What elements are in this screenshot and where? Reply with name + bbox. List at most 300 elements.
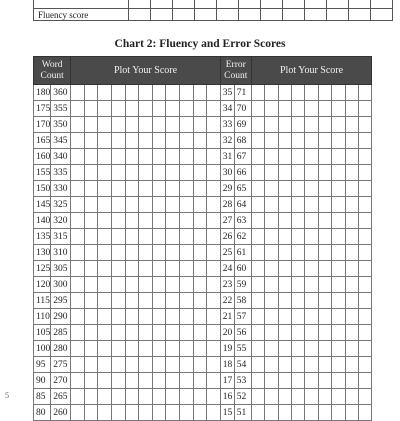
plot-cell[interactable] — [345, 373, 358, 389]
plot-cell[interactable] — [84, 181, 98, 197]
plot-cell[interactable] — [278, 85, 291, 101]
plot-cell[interactable] — [152, 373, 166, 389]
plot-cell[interactable] — [265, 85, 278, 101]
plot-cell[interactable] — [98, 357, 112, 373]
plot-cell[interactable] — [345, 341, 358, 357]
plot-cell[interactable] — [207, 149, 221, 165]
plot-cell[interactable] — [345, 197, 358, 213]
plot-cell[interactable] — [305, 101, 318, 117]
plot-cell[interactable] — [112, 181, 126, 197]
plot-cell[interactable] — [251, 357, 264, 373]
plot-cell[interactable] — [265, 165, 278, 181]
plot-cell[interactable] — [305, 117, 318, 133]
plot-cell[interactable] — [98, 229, 112, 245]
plot-cell[interactable] — [207, 405, 221, 421]
plot-cell[interactable] — [112, 197, 126, 213]
plot-cell[interactable] — [139, 197, 153, 213]
plot-cell[interactable] — [71, 309, 85, 325]
plot-cell[interactable] — [139, 229, 153, 245]
plot-cell[interactable] — [98, 309, 112, 325]
plot-cell[interactable] — [278, 277, 291, 293]
plot-cell[interactable] — [180, 325, 194, 341]
plot-cell[interactable] — [251, 373, 264, 389]
plot-cell[interactable] — [166, 101, 180, 117]
plot-cell[interactable] — [358, 405, 371, 421]
plot-cell[interactable] — [125, 229, 139, 245]
plot-cell[interactable] — [152, 85, 166, 101]
plot-cell[interactable] — [318, 85, 331, 101]
plot-cell[interactable] — [71, 165, 85, 181]
plot-cell[interactable] — [125, 261, 139, 277]
plot-cell[interactable] — [291, 309, 304, 325]
plot-cell[interactable] — [305, 309, 318, 325]
plot-cell[interactable] — [180, 389, 194, 405]
plot-cell[interactable] — [84, 85, 98, 101]
plot-cell[interactable] — [358, 357, 371, 373]
plot-cell[interactable] — [358, 117, 371, 133]
plot-cell[interactable] — [318, 133, 331, 149]
plot-cell[interactable] — [332, 117, 345, 133]
plot-cell[interactable] — [125, 245, 139, 261]
plot-cell[interactable] — [278, 341, 291, 357]
plot-cell[interactable] — [112, 325, 126, 341]
plot-cell[interactable] — [278, 357, 291, 373]
plot-cell[interactable] — [291, 341, 304, 357]
plot-cell[interactable] — [251, 101, 264, 117]
plot-cell[interactable] — [265, 293, 278, 309]
plot-cell[interactable] — [251, 309, 264, 325]
score-cell[interactable] — [261, 0, 283, 9]
score-cell[interactable] — [327, 9, 349, 21]
plot-cell[interactable] — [332, 261, 345, 277]
plot-cell[interactable] — [166, 293, 180, 309]
plot-cell[interactable] — [251, 293, 264, 309]
plot-cell[interactable] — [84, 357, 98, 373]
plot-cell[interactable] — [125, 117, 139, 133]
score-cell[interactable] — [173, 0, 195, 9]
plot-cell[interactable] — [265, 213, 278, 229]
plot-cell[interactable] — [84, 389, 98, 405]
plot-cell[interactable] — [278, 101, 291, 117]
plot-cell[interactable] — [345, 293, 358, 309]
plot-cell[interactable] — [265, 149, 278, 165]
plot-cell[interactable] — [98, 117, 112, 133]
plot-cell[interactable] — [251, 117, 264, 133]
plot-cell[interactable] — [84, 245, 98, 261]
plot-cell[interactable] — [265, 405, 278, 421]
plot-cell[interactable] — [139, 149, 153, 165]
plot-cell[interactable] — [207, 261, 221, 277]
plot-cell[interactable] — [152, 309, 166, 325]
plot-cell[interactable] — [358, 341, 371, 357]
score-cell[interactable] — [129, 9, 151, 21]
plot-cell[interactable] — [71, 277, 85, 293]
plot-cell[interactable] — [291, 229, 304, 245]
plot-cell[interactable] — [193, 181, 207, 197]
plot-cell[interactable] — [193, 309, 207, 325]
plot-cell[interactable] — [71, 373, 85, 389]
plot-cell[interactable] — [166, 149, 180, 165]
plot-cell[interactable] — [251, 245, 264, 261]
plot-cell[interactable] — [71, 341, 85, 357]
plot-cell[interactable] — [251, 213, 264, 229]
plot-cell[interactable] — [98, 213, 112, 229]
plot-cell[interactable] — [180, 181, 194, 197]
plot-cell[interactable] — [139, 165, 153, 181]
plot-cell[interactable] — [112, 117, 126, 133]
plot-cell[interactable] — [207, 213, 221, 229]
plot-cell[interactable] — [125, 101, 139, 117]
plot-cell[interactable] — [345, 405, 358, 421]
plot-cell[interactable] — [166, 165, 180, 181]
plot-cell[interactable] — [125, 293, 139, 309]
plot-cell[interactable] — [152, 149, 166, 165]
plot-cell[interactable] — [98, 325, 112, 341]
score-cell[interactable] — [151, 0, 173, 9]
plot-cell[interactable] — [305, 357, 318, 373]
plot-cell[interactable] — [332, 229, 345, 245]
plot-cell[interactable] — [265, 325, 278, 341]
plot-cell[interactable] — [98, 341, 112, 357]
plot-cell[interactable] — [152, 277, 166, 293]
plot-cell[interactable] — [251, 165, 264, 181]
plot-cell[interactable] — [71, 405, 85, 421]
plot-cell[interactable] — [180, 85, 194, 101]
plot-cell[interactable] — [98, 101, 112, 117]
plot-cell[interactable] — [112, 309, 126, 325]
plot-cell[interactable] — [358, 261, 371, 277]
plot-cell[interactable] — [291, 277, 304, 293]
plot-cell[interactable] — [318, 117, 331, 133]
plot-cell[interactable] — [332, 309, 345, 325]
plot-cell[interactable] — [193, 293, 207, 309]
plot-cell[interactable] — [84, 373, 98, 389]
plot-cell[interactable] — [98, 181, 112, 197]
plot-cell[interactable] — [71, 357, 85, 373]
plot-cell[interactable] — [152, 341, 166, 357]
score-cell[interactable] — [283, 0, 305, 9]
plot-cell[interactable] — [345, 165, 358, 181]
plot-cell[interactable] — [291, 389, 304, 405]
plot-cell[interactable] — [251, 197, 264, 213]
plot-cell[interactable] — [278, 229, 291, 245]
plot-cell[interactable] — [166, 389, 180, 405]
plot-cell[interactable] — [112, 101, 126, 117]
plot-cell[interactable] — [251, 133, 264, 149]
plot-cell[interactable] — [345, 309, 358, 325]
score-cell[interactable] — [239, 9, 261, 21]
plot-cell[interactable] — [265, 229, 278, 245]
plot-cell[interactable] — [332, 357, 345, 373]
plot-cell[interactable] — [152, 357, 166, 373]
plot-cell[interactable] — [166, 357, 180, 373]
plot-cell[interactable] — [180, 277, 194, 293]
plot-cell[interactable] — [291, 101, 304, 117]
plot-cell[interactable] — [125, 357, 139, 373]
plot-cell[interactable] — [332, 85, 345, 101]
plot-cell[interactable] — [265, 117, 278, 133]
plot-cell[interactable] — [166, 277, 180, 293]
plot-cell[interactable] — [71, 149, 85, 165]
plot-cell[interactable] — [318, 213, 331, 229]
plot-cell[interactable] — [84, 405, 98, 421]
plot-cell[interactable] — [358, 229, 371, 245]
score-cell[interactable] — [327, 0, 349, 9]
plot-cell[interactable] — [71, 117, 85, 133]
plot-cell[interactable] — [207, 277, 221, 293]
plot-cell[interactable] — [291, 357, 304, 373]
plot-cell[interactable] — [291, 213, 304, 229]
plot-cell[interactable] — [305, 389, 318, 405]
plot-cell[interactable] — [345, 149, 358, 165]
plot-cell[interactable] — [71, 245, 85, 261]
plot-cell[interactable] — [207, 293, 221, 309]
plot-cell[interactable] — [345, 245, 358, 261]
plot-cell[interactable] — [152, 245, 166, 261]
score-cell[interactable] — [261, 9, 283, 21]
plot-cell[interactable] — [305, 165, 318, 181]
plot-cell[interactable] — [318, 341, 331, 357]
plot-cell[interactable] — [193, 357, 207, 373]
plot-cell[interactable] — [71, 197, 85, 213]
plot-cell[interactable] — [193, 405, 207, 421]
plot-cell[interactable] — [152, 117, 166, 133]
plot-cell[interactable] — [332, 405, 345, 421]
plot-cell[interactable] — [318, 245, 331, 261]
plot-cell[interactable] — [358, 245, 371, 261]
score-cell[interactable] — [371, 9, 393, 21]
plot-cell[interactable] — [71, 229, 85, 245]
plot-cell[interactable] — [305, 373, 318, 389]
plot-cell[interactable] — [84, 325, 98, 341]
plot-cell[interactable] — [358, 389, 371, 405]
plot-cell[interactable] — [358, 309, 371, 325]
plot-cell[interactable] — [112, 389, 126, 405]
plot-cell[interactable] — [207, 389, 221, 405]
plot-cell[interactable] — [278, 405, 291, 421]
plot-cell[interactable] — [166, 245, 180, 261]
plot-cell[interactable] — [193, 133, 207, 149]
plot-cell[interactable] — [291, 197, 304, 213]
plot-cell[interactable] — [180, 197, 194, 213]
plot-cell[interactable] — [332, 101, 345, 117]
plot-cell[interactable] — [98, 389, 112, 405]
plot-cell[interactable] — [98, 405, 112, 421]
plot-cell[interactable] — [305, 133, 318, 149]
plot-cell[interactable] — [112, 341, 126, 357]
plot-cell[interactable] — [358, 149, 371, 165]
plot-cell[interactable] — [125, 133, 139, 149]
plot-cell[interactable] — [265, 277, 278, 293]
plot-cell[interactable] — [305, 149, 318, 165]
plot-cell[interactable] — [71, 389, 85, 405]
plot-cell[interactable] — [318, 389, 331, 405]
plot-cell[interactable] — [112, 85, 126, 101]
plot-cell[interactable] — [265, 357, 278, 373]
score-cell[interactable] — [195, 9, 217, 21]
plot-cell[interactable] — [345, 117, 358, 133]
plot-cell[interactable] — [152, 261, 166, 277]
plot-cell[interactable] — [193, 85, 207, 101]
plot-cell[interactable] — [125, 165, 139, 181]
plot-cell[interactable] — [71, 101, 85, 117]
plot-cell[interactable] — [180, 357, 194, 373]
score-cell[interactable] — [129, 0, 151, 9]
plot-cell[interactable] — [207, 373, 221, 389]
plot-cell[interactable] — [207, 85, 221, 101]
plot-cell[interactable] — [180, 373, 194, 389]
plot-cell[interactable] — [180, 213, 194, 229]
plot-cell[interactable] — [291, 117, 304, 133]
plot-cell[interactable] — [139, 245, 153, 261]
plot-cell[interactable] — [112, 133, 126, 149]
plot-cell[interactable] — [180, 101, 194, 117]
plot-cell[interactable] — [125, 85, 139, 101]
plot-cell[interactable] — [291, 245, 304, 261]
plot-cell[interactable] — [125, 197, 139, 213]
plot-cell[interactable] — [84, 117, 98, 133]
score-cell[interactable] — [217, 9, 239, 21]
plot-cell[interactable] — [358, 165, 371, 181]
score-cell[interactable] — [217, 0, 239, 9]
plot-cell[interactable] — [112, 149, 126, 165]
plot-cell[interactable] — [139, 341, 153, 357]
plot-cell[interactable] — [139, 101, 153, 117]
plot-cell[interactable] — [332, 165, 345, 181]
plot-cell[interactable] — [112, 213, 126, 229]
plot-cell[interactable] — [193, 229, 207, 245]
plot-cell[interactable] — [305, 277, 318, 293]
plot-cell[interactable] — [305, 197, 318, 213]
plot-cell[interactable] — [207, 165, 221, 181]
plot-cell[interactable] — [332, 341, 345, 357]
plot-cell[interactable] — [180, 405, 194, 421]
plot-cell[interactable] — [332, 373, 345, 389]
plot-cell[interactable] — [318, 373, 331, 389]
plot-cell[interactable] — [152, 133, 166, 149]
plot-cell[interactable] — [207, 245, 221, 261]
plot-cell[interactable] — [180, 149, 194, 165]
plot-cell[interactable] — [193, 213, 207, 229]
plot-cell[interactable] — [318, 293, 331, 309]
plot-cell[interactable] — [98, 277, 112, 293]
plot-cell[interactable] — [345, 133, 358, 149]
plot-cell[interactable] — [112, 293, 126, 309]
plot-cell[interactable] — [318, 165, 331, 181]
plot-cell[interactable] — [207, 181, 221, 197]
plot-cell[interactable] — [332, 181, 345, 197]
plot-cell[interactable] — [207, 341, 221, 357]
plot-cell[interactable] — [112, 357, 126, 373]
plot-cell[interactable] — [358, 277, 371, 293]
plot-cell[interactable] — [278, 373, 291, 389]
plot-cell[interactable] — [305, 229, 318, 245]
plot-cell[interactable] — [139, 181, 153, 197]
plot-cell[interactable] — [265, 133, 278, 149]
plot-cell[interactable] — [305, 245, 318, 261]
plot-cell[interactable] — [98, 261, 112, 277]
plot-cell[interactable] — [193, 373, 207, 389]
plot-cell[interactable] — [180, 341, 194, 357]
plot-cell[interactable] — [139, 325, 153, 341]
plot-cell[interactable] — [84, 293, 98, 309]
plot-cell[interactable] — [265, 261, 278, 277]
plot-cell[interactable] — [207, 117, 221, 133]
plot-cell[interactable] — [152, 293, 166, 309]
plot-cell[interactable] — [251, 389, 264, 405]
plot-cell[interactable] — [251, 405, 264, 421]
plot-cell[interactable] — [98, 149, 112, 165]
plot-cell[interactable] — [345, 325, 358, 341]
plot-cell[interactable] — [166, 197, 180, 213]
plot-cell[interactable] — [139, 405, 153, 421]
plot-cell[interactable] — [166, 341, 180, 357]
plot-cell[interactable] — [71, 85, 85, 101]
plot-cell[interactable] — [358, 197, 371, 213]
plot-cell[interactable] — [278, 245, 291, 261]
plot-cell[interactable] — [358, 85, 371, 101]
plot-cell[interactable] — [71, 325, 85, 341]
plot-cell[interactable] — [152, 325, 166, 341]
plot-cell[interactable] — [291, 373, 304, 389]
plot-cell[interactable] — [84, 197, 98, 213]
plot-cell[interactable] — [139, 261, 153, 277]
plot-cell[interactable] — [139, 213, 153, 229]
plot-cell[interactable] — [84, 277, 98, 293]
plot-cell[interactable] — [291, 325, 304, 341]
plot-cell[interactable] — [251, 181, 264, 197]
plot-cell[interactable] — [358, 101, 371, 117]
plot-cell[interactable] — [332, 293, 345, 309]
score-cell[interactable] — [283, 9, 305, 21]
plot-cell[interactable] — [305, 325, 318, 341]
plot-cell[interactable] — [112, 277, 126, 293]
plot-cell[interactable] — [139, 277, 153, 293]
plot-cell[interactable] — [193, 261, 207, 277]
plot-cell[interactable] — [166, 405, 180, 421]
plot-cell[interactable] — [278, 117, 291, 133]
plot-cell[interactable] — [251, 149, 264, 165]
plot-cell[interactable] — [166, 85, 180, 101]
plot-cell[interactable] — [112, 261, 126, 277]
score-cell[interactable] — [195, 0, 217, 9]
plot-cell[interactable] — [71, 293, 85, 309]
plot-cell[interactable] — [139, 389, 153, 405]
plot-cell[interactable] — [318, 261, 331, 277]
plot-cell[interactable] — [291, 133, 304, 149]
plot-cell[interactable] — [318, 277, 331, 293]
plot-cell[interactable] — [251, 261, 264, 277]
plot-cell[interactable] — [84, 341, 98, 357]
plot-cell[interactable] — [332, 149, 345, 165]
plot-cell[interactable] — [291, 165, 304, 181]
plot-cell[interactable] — [291, 405, 304, 421]
plot-cell[interactable] — [265, 373, 278, 389]
plot-cell[interactable] — [180, 117, 194, 133]
plot-cell[interactable] — [278, 197, 291, 213]
plot-cell[interactable] — [318, 149, 331, 165]
plot-cell[interactable] — [345, 277, 358, 293]
score-cell[interactable] — [305, 0, 327, 9]
plot-cell[interactable] — [166, 213, 180, 229]
plot-cell[interactable] — [278, 261, 291, 277]
plot-cell[interactable] — [112, 245, 126, 261]
plot-cell[interactable] — [358, 133, 371, 149]
plot-cell[interactable] — [139, 293, 153, 309]
plot-cell[interactable] — [180, 261, 194, 277]
plot-cell[interactable] — [84, 101, 98, 117]
plot-cell[interactable] — [318, 197, 331, 213]
